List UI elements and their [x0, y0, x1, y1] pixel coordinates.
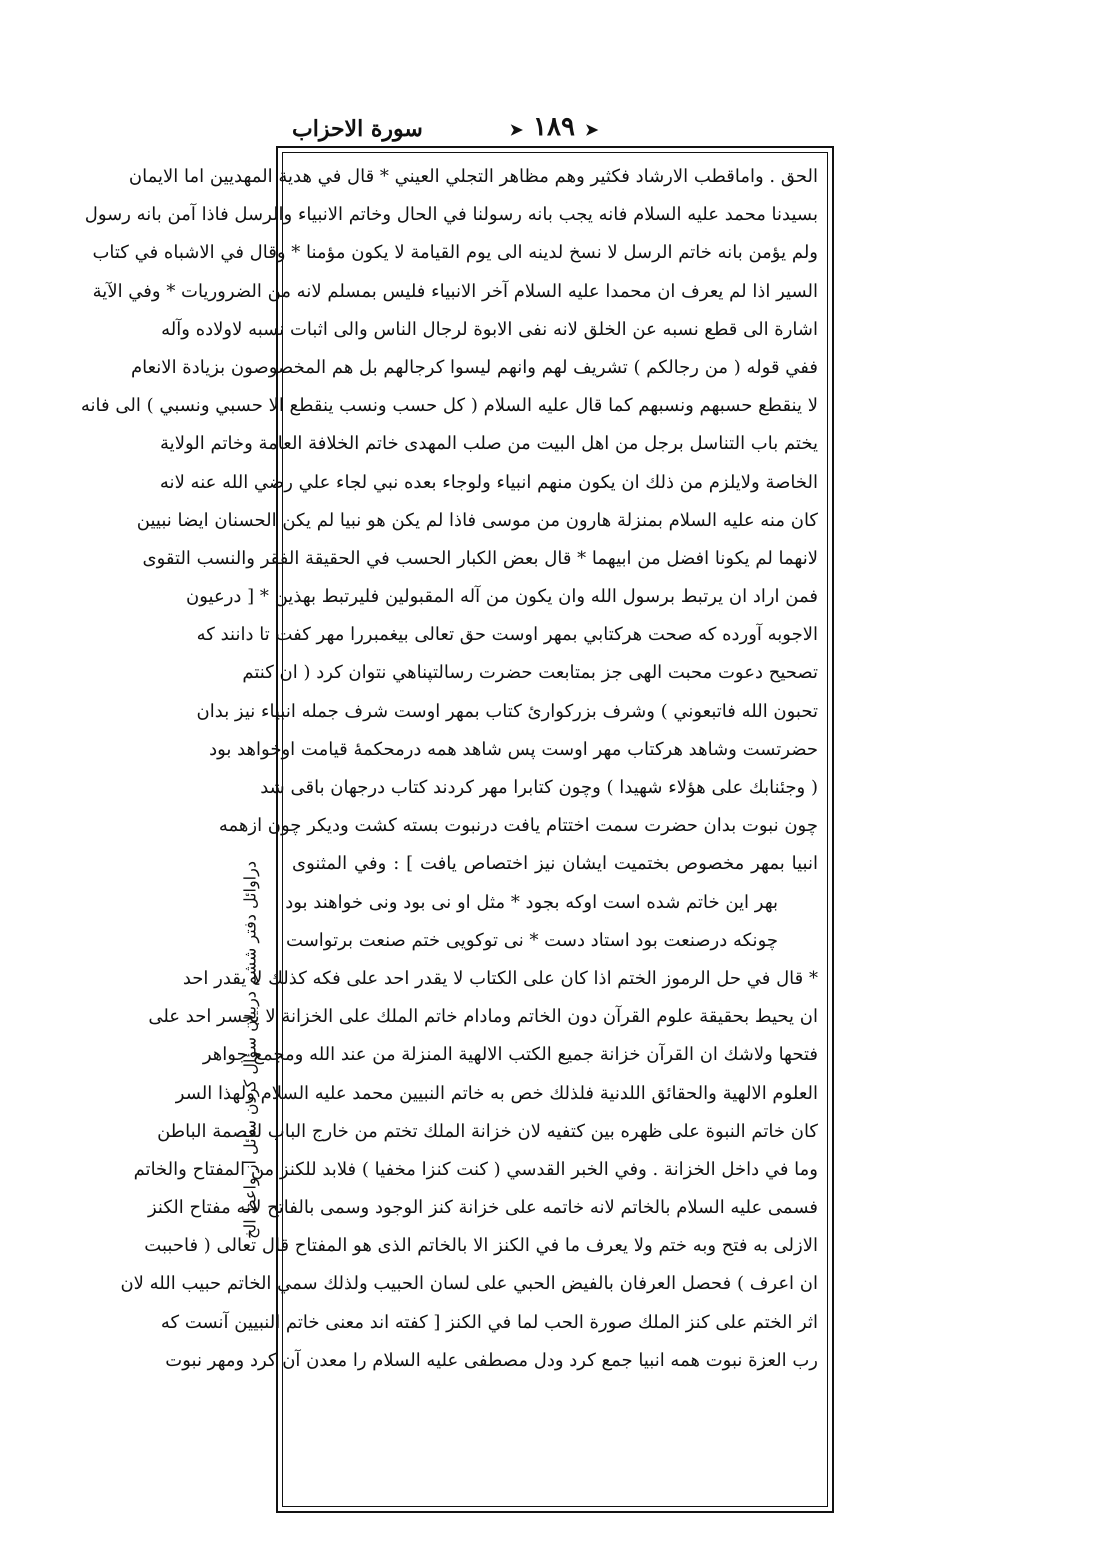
text-line: رب العزة نبوت همه انبيا جمع كرد ودل مصطفى عليه السلام را معدن آن كرد ومهر نبوت	[165, 1349, 818, 1371]
text-line: * قال في حل الرموز الختم اذا كان على الكتاب لا يقدر احد على فكه كذلك لا يقدر احد	[182, 967, 818, 989]
ornament-icon: ➤	[509, 120, 524, 139]
text-line: اثر الختم على كنز الملك صورة الحب لما في الكنز [ كفته اند معنى خاتم النبيين آنست كه	[160, 1311, 818, 1333]
margin-note-text: دراوائل دفتر ششم دربيان سؤال كردن سائل از واعظ الخ	[240, 861, 260, 1239]
text-line: تحبون الله فاتبعوني ) وشرف بزركوارئ كتاب بمهر اوست شرف جمله انبياء نيز بدان	[196, 700, 818, 722]
text-line: ففي قوله ( من رجالكم ) تشريف لهم وانهم ليسوا كرجالهم بل هم المخصوصون بزيادة الانعام	[130, 356, 818, 378]
text-line: فمن اراد ان يرتبط برسول الله وان يكون من آله المقبولين فليرتبط بهذين * [ درعيون	[186, 586, 818, 608]
verse-line: چونكه درصنعت بود استاد دست * نى توكويى ختم صنعت برتواست	[286, 929, 778, 951]
text-line: كان منه عليه السلام بمنزلة هارون من موسى فاذا لم يكن هو نبيا لم يكن الحسنان ايضا نبيين	[136, 509, 818, 531]
ornament-icon: ➤	[584, 120, 599, 139]
text-line: ان اعرف ) فحصل العرفان بالفيض الحبي على لسان الحبيب ولذلك سمي الخاتم حبيب الله لان	[120, 1273, 818, 1295]
text-line: الخاصة ولايلزم من ذلك ان يكون منهم انبياء ولوجاء بعده نبي لجاء علي رضي الله عنه لانه	[159, 471, 818, 493]
text-line: العلوم الالهية والحقائق اللدنية فلذلك خص به خاتم النبيين محمد عليه السلام ولهذا السر	[175, 1082, 818, 1104]
text-line: چون نبوت بدان حضرت سمت اختتام يافت درنبوت بسته كشت وديكر چون ازهمه	[218, 815, 818, 837]
text-line: انبيا بمهر مخصوص بختميت ايشان نيز اختصاص يافت ] : وفي المثنوى	[292, 853, 818, 875]
text-line: الحق . واماقطب الارشاد فكثير وهم مظاهر التجلي العيني * قال في هدية المهديين اما الايمان	[128, 166, 818, 187]
text-line: السير اذا لم يعرف ان محمدا عليه السلام آخر الانبياء فليس بمسلم لانه من الضروريات * وفي الآية	[92, 280, 818, 302]
text-line: فسمى عليه السلام بالخاتم لانه خاتمه على خزانة كنز الوجود وسمى بالفاتح لانه مفتاح الكنز	[147, 1197, 818, 1219]
text-line: تصحيح دعوت محبت الهى جز بمتابعت حضرت رسالتپناهي نتوان كرد ( ان كنتم	[242, 662, 818, 684]
verse-line: بهر اين خاتم شده است اوكه بجود * مثل او نى بود ونى خواهند بود	[285, 891, 778, 913]
surah-title: سورة الاحزاب	[292, 116, 423, 142]
text-line: كان خاتم النبوة على ظهره بين كتفيه لان خزانة الملك تختم من خارج الباب لعصمة الباطن	[157, 1120, 818, 1142]
text-line: وما في داخل الخزانة . وفي الخبر القدسي ( كنت كنزا مخفيا ) فلابد للكنز من المفتاح والخاتم	[133, 1158, 818, 1180]
text-line: الاجوبه آورده كه صحت هركتابي بمهر اوست حق تعالى بيغمبررا مهر كفت تا دانند كه	[196, 624, 818, 646]
text-line: بسيدنا محمد عليه السلام فانه يجب بانه رسولنا في الحال وخاتم الانبياء والرسل فاذا آمن بانه رسول	[84, 204, 818, 226]
text-line: حضرتست وشاهد هركتاب مهر اوست پس شاهد همه درمحكمهٔ قيامت اوخواهد بود	[209, 738, 818, 760]
text-line: ولم يؤمن بانه خاتم الرسل لا نسخ لدينه الى يوم القيامة لا يكون مؤمنا * وقال في الاشباه في كتاب	[92, 242, 818, 264]
text-line: فتحها ولاشك ان القرآن خزانة جميع الكتب الالهية المنزلة من عند الله ومجمع جواهر	[202, 1044, 818, 1066]
text-line: لانهما لم يكونا افضل من ابيهما * قال بعض الكبار الحسب في الحقيقة الفقر والنسب التقوى	[142, 547, 818, 569]
text-line: ان يحيط بحقيقة علوم القرآن دون الخاتم ومادام خاتم الملك على الخزانة لا يجسر احد على	[148, 1006, 818, 1028]
page-number-text: ١٨٩	[533, 112, 575, 142]
text-line: الازلى به فتح وبه ختم ولا يعرف ما في الكنز الا بالخاتم الذى هو المفتاح قال تعالى ( فاحببت	[144, 1235, 818, 1257]
margin-note	[232, 800, 268, 1300]
text-line: ( وجئنابك على هؤلاء شهيدا ) وچون كتابرا مهر كردند كتاب درجهان باقى شد	[260, 777, 818, 798]
text-line: اشارة الى قطع نسبه عن الخلق لانه نفى الابوة لرجال الناس والى اثبات نسبه لاولاده وآله	[161, 318, 818, 340]
text-line: لا ينقطع حسبهم ونسبهم كما قال عليه السلام ( كل حسب ونسب ينقطع الا حسبي ونسبي ) الى فانه	[80, 395, 818, 417]
text-line: يختم باب التناسل برجل من اهل البيت من صلب المهدى خاتم الخلافة العامة وخاتم الولاية	[160, 433, 818, 455]
